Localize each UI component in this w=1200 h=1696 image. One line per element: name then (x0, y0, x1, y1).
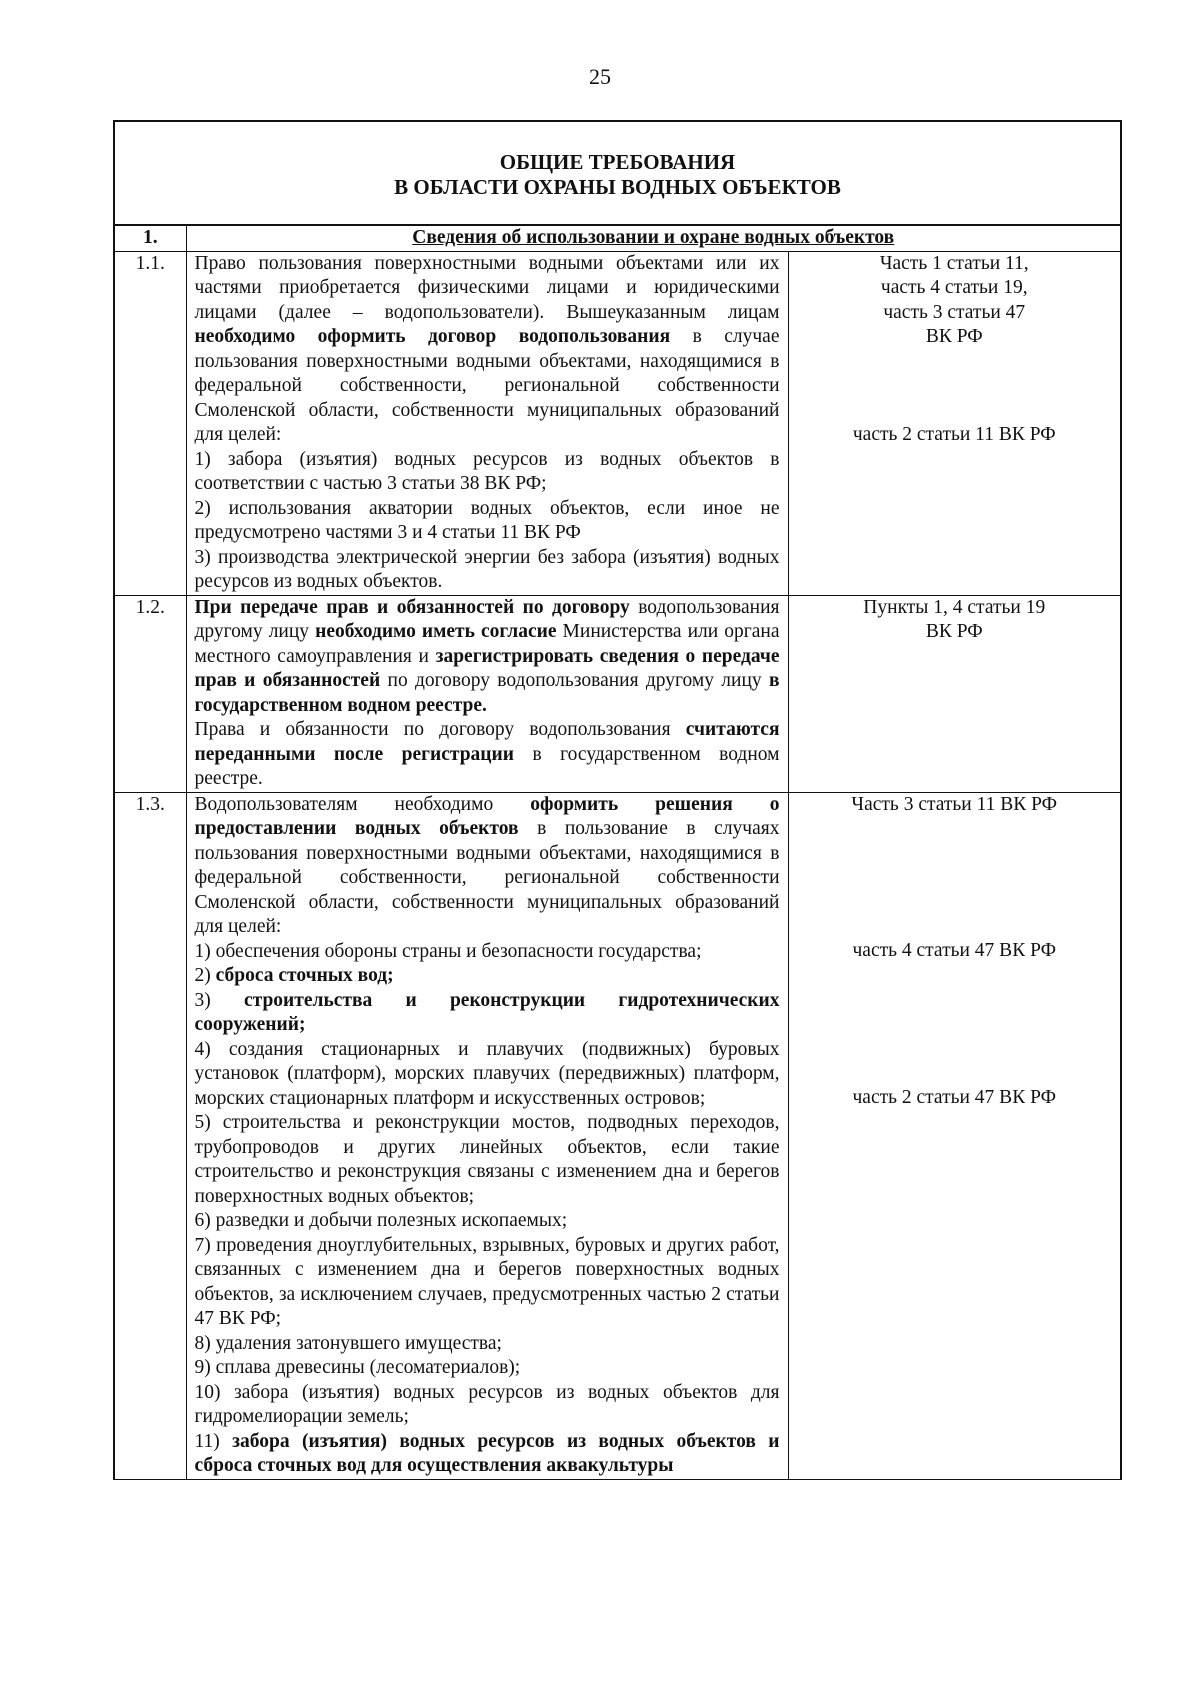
list-item: 9) сплава древесины (лесоматериалов); (194, 1357, 521, 1378)
list-item: 6) разведки и добычи полезных ископаемых; (194, 1210, 568, 1231)
row-refs (788, 792, 1120, 1479)
table-row (115, 251, 1120, 595)
paragraph (195, 596, 780, 719)
title-line-2: В ОБЛАСТИ ОХРАНЫ ВОДНЫХ ОБЪЕКТОВ (394, 175, 841, 199)
spacer (797, 817, 1113, 939)
bold-run: необходимо иметь согласие (315, 621, 557, 642)
text-run: 3) (194, 989, 244, 1011)
list-item: 8) удаления затонувшего имущества; (194, 1332, 502, 1354)
ref-line: ВК РФ (925, 621, 983, 642)
text-run: по договору водопользования другому лицу (380, 670, 769, 691)
paragraph (195, 793, 780, 940)
table-row (115, 792, 1120, 1479)
bold-run: необходимо оформить договор водопользования (194, 326, 671, 347)
row-text (186, 792, 788, 1479)
ref-line: часть 3 статьи 47 (883, 301, 1026, 323)
text-run: 2) (194, 965, 216, 986)
row-text (186, 595, 788, 792)
title-line-1: ОБЩИЕ ТРЕБОВАНИЯ (499, 150, 736, 174)
spacer (797, 964, 1113, 1086)
list-item: 10) забора (изъятия) водных ресурсов из водных объектов для гидромелиорации земель; (194, 1381, 780, 1427)
ref-line: часть 2 статьи 47 ВК РФ (852, 1086, 1056, 1108)
table-row (115, 595, 1120, 792)
document-frame (113, 120, 1122, 1480)
document-title (115, 122, 1120, 226)
ref-line: Часть 3 статьи 11 ВК РФ (851, 793, 1058, 815)
ref-line: часть 4 статьи 47 ВК РФ (852, 940, 1056, 961)
text-run: Права и обязанности по договору водопользования (194, 719, 686, 740)
section-header-row (115, 226, 1120, 251)
text-run: в случае пользования поверхностными водными объектами, находящимися в федеральной собственности, региональной собственности Смоленской области, собственности муниципальных образований для целей: (194, 326, 780, 445)
bold-run: оформить решения о предоставлении водных объектов (194, 793, 780, 839)
text-run: в государственном водном реестре. (194, 743, 780, 789)
list-item: 2) использования акватории водных объектов, если иное не предусмотрено частями 3 и 4 статьи 11 ВК РФ (194, 497, 780, 543)
bold-run: сброса сточных вод; (215, 965, 394, 986)
ref-line: часть 2 статьи 11 ВК РФ (852, 423, 1056, 445)
list-item (195, 1430, 780, 1479)
ref-line: Часть 1 статьи 11, (879, 252, 1029, 274)
text-run: водопользования другому лицу (194, 596, 780, 642)
paragraph (195, 252, 780, 448)
ref-line: часть 4 статьи 19, (880, 277, 1028, 298)
bold-run: забора (изъятия) водных ресурсов из водных объектов и сброса сточных вод для осуществления аквакультуры (194, 1430, 780, 1476)
row-number: 1.2. (115, 595, 186, 792)
row-number: 1.1. (115, 251, 186, 595)
ref-line: ВК РФ (925, 326, 983, 347)
bold-run: считаются переданными после регистрации (194, 719, 780, 765)
section-heading: Сведения об использовании и охране водных объектов (186, 226, 1120, 251)
list-item (195, 964, 780, 989)
ref-line: Пункты 1, 4 статьи 19 (863, 596, 1046, 618)
requirements-table (115, 226, 1120, 1480)
bold-run: зарегистрировать сведения о передаче прав и обязанностей (194, 645, 780, 691)
row-text (186, 251, 788, 595)
text-run: в пользование в случаях пользования поверхностными водными объектами, находящимися в федеральной собственности, региональной собственности Смоленской области, собственности муниципальных образований для целей: (194, 818, 780, 937)
text-run: Водопользователям необходимо (194, 793, 531, 815)
list-item: 3) производства электрической энергии без забора (изъятия) водных ресурсов из водных объектов. (194, 546, 780, 592)
bold-run: строительства и реконструкции гидротехнических сооружений; (194, 989, 780, 1035)
paragraph (195, 718, 780, 792)
list-item: 1) забора (изъятия) водных ресурсов из водных объектов в соответствии с частью 3 статьи 38 ВК РФ; (194, 448, 780, 494)
list-item: 5) строительства и реконструкции мостов, подводных переходов, трубопроводов и других линейных объектов, если такие строительство и реконструкция связаны с изменением дна и берегов поверхностных водных объектов; (194, 1112, 780, 1207)
section-number: 1. (115, 226, 186, 251)
list-item: 4) создания стационарных и плавучих (подвижных) буровых установок (платформ), морских плавучих (передвижных) платформ, морских стационарных платформ и искусственных островов; (194, 1038, 780, 1109)
row-number: 1.3. (115, 792, 186, 1479)
row-refs (788, 251, 1120, 595)
bold-run: в государственном водном реестре. (194, 670, 780, 716)
text-run: 11) (194, 1430, 233, 1452)
list-item: 1) обеспечения обороны страны и безопасности государства; (194, 940, 702, 962)
bold-run: При передаче прав и обязанностей по договору (194, 596, 630, 618)
list-item (195, 989, 780, 1038)
page-number: 25 (589, 64, 611, 89)
row-refs (788, 595, 1120, 792)
spacer (797, 350, 1113, 423)
list-item: 7) проведения дноуглубительных, взрывных, буровых и других работ, связанных с изменением дна и берегов поверхностных водных объектов, за исключением случаев, предусмотренных частью 2 статьи 47 ВК РФ; (194, 1234, 780, 1329)
text-run: Министерства или органа местного самоуправления и (194, 621, 780, 667)
text-run: Право пользования поверхностными водными объектами или их частями приобретается физическими лицами и юридическими лицами (далее – водопользователи). Вышеуказанным лицам (194, 252, 780, 323)
